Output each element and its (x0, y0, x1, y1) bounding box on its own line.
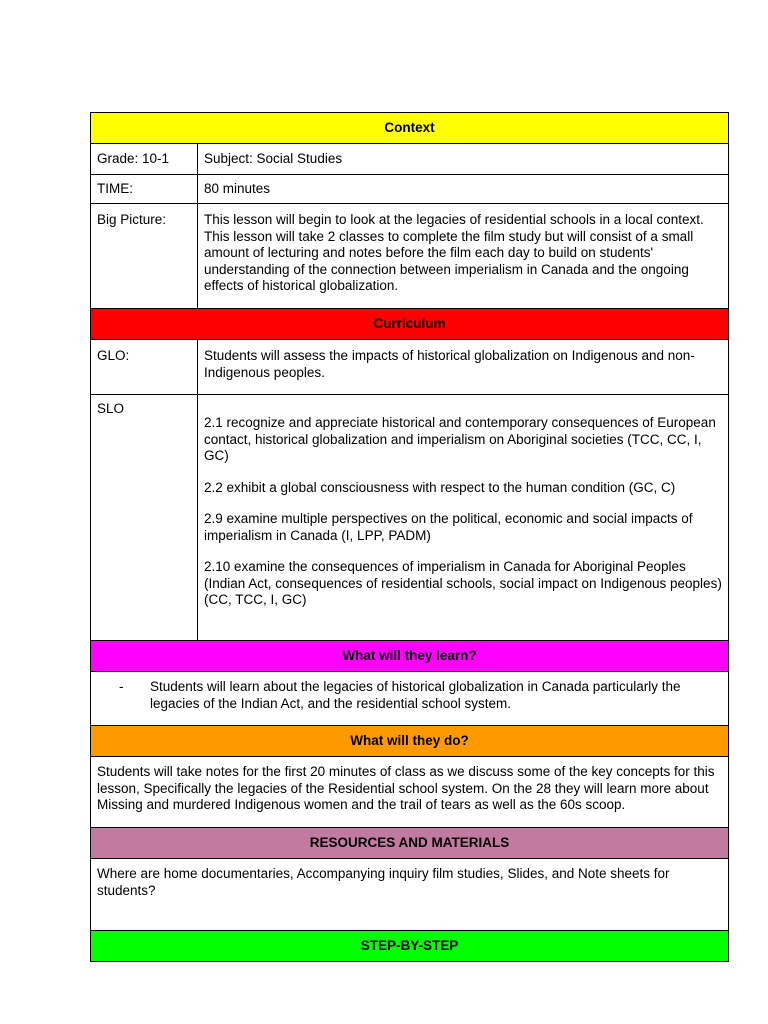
resources-header: RESOURCES AND MATERIALS (91, 828, 729, 859)
slo-list (204, 415, 722, 609)
steps-header: STEP-BY-STEP (91, 931, 729, 962)
context-header-row (91, 113, 729, 144)
slo-item: 2.10 examine the consequences of imperialism in Canada for Aboriginal Peoples (Indian Act, consequences of residential schools, social impact on Indigenous peoples) (CC, TCC, I, GC) (204, 559, 722, 607)
grade-row (91, 144, 729, 175)
slo-cell (198, 395, 729, 641)
do-row (91, 757, 729, 828)
glo-text: Students will assess the impacts of historical globalization on Indigenous and non-Indigenous peoples. (198, 340, 729, 395)
slo-row (91, 395, 729, 641)
do-header-row (91, 726, 729, 757)
glo-row (91, 340, 729, 395)
slo-label: SLO (91, 395, 198, 641)
slo-item: 2.1 recognize and appreciate historical and contemporary consequences of European contact, historical globalization and imperialism on Aboriginal societies (TCC, CC, I, GC) (204, 415, 716, 463)
learn-text: Students will learn about the legacies of historical globalization in Canada particularly the legacies of the Indian Act, and the residential school system. (150, 679, 681, 711)
resources-row (91, 859, 729, 931)
learn-bullet-item (97, 679, 722, 712)
steps-header-row (91, 931, 729, 962)
big-picture-text: This lesson will begin to look at the legacies of residential schools in a local context. This lesson will take 2 classes to complete the film study but will consist of a small amount of lecturing and notes before the film each day to build on students' understanding of the connection between imperialism in Canada and the ongoing effects of historical globalization. (198, 204, 729, 309)
big-picture-label: Big Picture: (91, 204, 198, 309)
do-header: What will they do? (91, 726, 729, 757)
bullet-dash: - (119, 679, 124, 694)
curriculum-header-row (91, 309, 729, 340)
learn-cell (91, 672, 729, 726)
curriculum-header: Curriculum (91, 309, 729, 340)
do-text: Students will take notes for the first 20 minutes of class as we discuss some of the key concepts for this lesson, Specifically the legacies of the Residential school system. On the 28 they will learn more about Missing and murdered Indigenous women and the trail of tears as well as the 60s scoop. (91, 757, 729, 828)
glo-label: GLO: (91, 340, 198, 395)
context-header: Context (91, 113, 729, 144)
big-picture-row (91, 204, 729, 309)
lesson-plan-table (90, 112, 729, 962)
resources-text: Where are home documentaries, Accompanying inquiry film studies, Slides, and Note sheets for students? (91, 859, 729, 931)
time-value: 80 minutes (198, 175, 729, 204)
resources-header-row (91, 828, 729, 859)
grade-cell: Grade: 10-1 (91, 144, 198, 175)
learn-header-row (91, 641, 729, 672)
learn-header: What will they learn? (91, 641, 729, 672)
learn-row (91, 672, 729, 726)
subject-cell: Subject: Social Studies (198, 144, 729, 175)
time-label: TIME: (91, 175, 198, 204)
slo-item: 2.9 examine multiple perspectives on the political, economic and social impacts of imperialism in Canada (I, LPP, PADM) (204, 511, 693, 543)
time-row (91, 175, 729, 204)
slo-item: 2.2 exhibit a global consciousness with respect to the human condition (GC, C) (204, 479, 676, 495)
